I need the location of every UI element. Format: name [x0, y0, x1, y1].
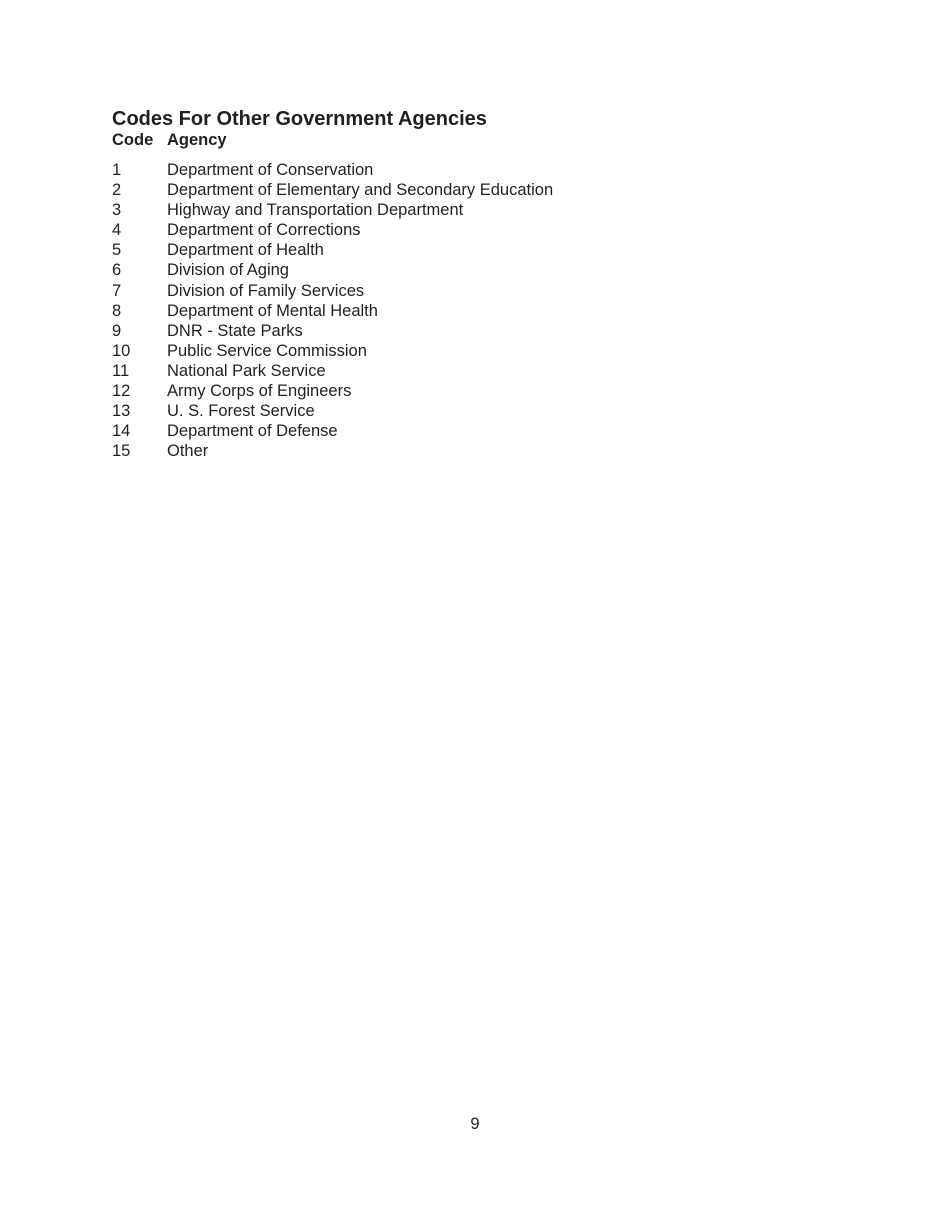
- agency-name: Highway and Transportation Department: [167, 201, 464, 220]
- page-title: Codes For Other Government Agencies: [112, 108, 487, 130]
- agency-name: Department of Health: [167, 241, 324, 260]
- agency-code: 8: [112, 301, 122, 320]
- agency-code: 15: [112, 442, 131, 461]
- agency-code: 7: [112, 281, 122, 300]
- agency-name: Division of Family Services: [167, 281, 365, 300]
- agency-code: 11: [112, 361, 130, 380]
- agency-name: Other: [167, 442, 209, 461]
- list-item: [112, 240, 712, 260]
- list-item: [112, 200, 712, 220]
- list-item: [112, 381, 712, 401]
- agency-code: 12: [112, 382, 131, 401]
- agency-name: Public Service Commission: [167, 341, 367, 360]
- column-header-code: Code: [112, 131, 154, 149]
- column-headers: [112, 130, 612, 150]
- list-item: [112, 220, 712, 240]
- list-item: [112, 441, 712, 461]
- list-item: [112, 321, 712, 341]
- agency-name: Department of Mental Health: [167, 301, 378, 320]
- list-item: [112, 341, 712, 361]
- agency-code: 5: [112, 241, 122, 260]
- list-item: [112, 281, 712, 301]
- list-item: [112, 401, 712, 421]
- agency-code: 1: [112, 161, 122, 179]
- agency-name: DNR - State Parks: [167, 321, 303, 340]
- agency-code: 14: [112, 422, 131, 441]
- agency-code: 2: [112, 181, 122, 200]
- list-item: [112, 361, 712, 381]
- agency-name: Division of Aging: [167, 261, 289, 280]
- agency-code: 13: [112, 402, 131, 421]
- agency-name: Army Corps of Engineers: [167, 382, 352, 401]
- agency-code-list: [112, 160, 712, 461]
- page-number: 9: [470, 1115, 480, 1133]
- agency-code: 6: [112, 261, 122, 280]
- column-header-agency: Agency: [167, 131, 227, 149]
- agency-code: 10: [112, 341, 131, 360]
- agency-name: Department of Elementary and Secondary Education: [167, 181, 554, 200]
- list-item: [112, 160, 712, 180]
- list-item: [112, 301, 712, 321]
- agency-name: Department of Conservation: [167, 161, 374, 179]
- list-item: [112, 421, 712, 441]
- agency-code: 4: [112, 221, 122, 240]
- agency-name: Department of Corrections: [167, 221, 361, 240]
- agency-name: U. S. Forest Service: [167, 402, 315, 421]
- agency-code: 3: [112, 201, 122, 220]
- agency-name: Department of Defense: [167, 422, 338, 441]
- agency-name: National Park Service: [167, 361, 326, 380]
- list-item: [112, 260, 712, 280]
- list-item: [112, 180, 712, 200]
- agency-code: 9: [112, 321, 122, 340]
